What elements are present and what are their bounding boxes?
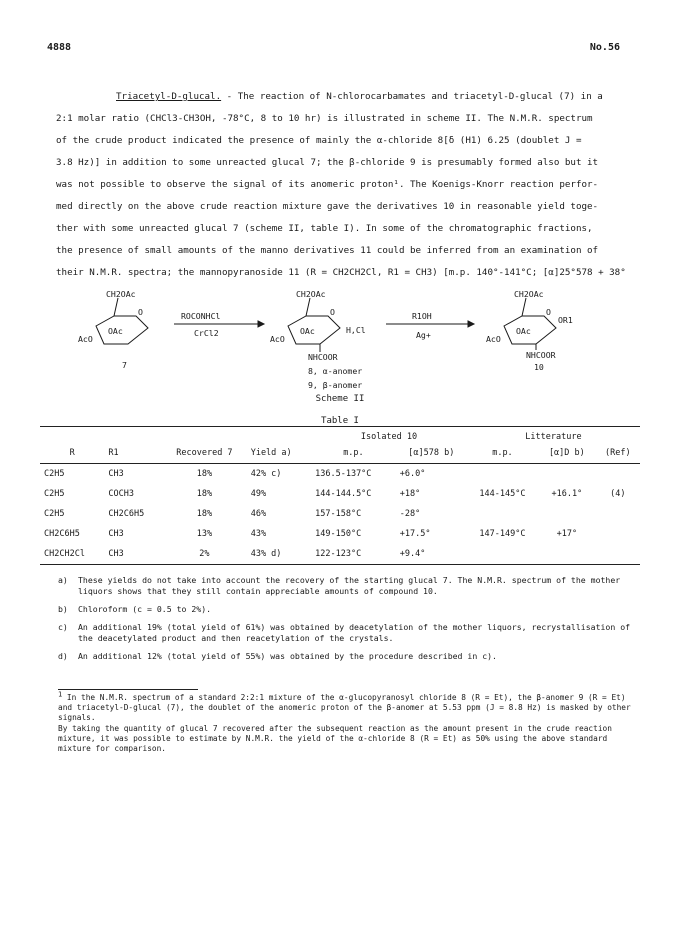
table-note bbox=[58, 651, 632, 662]
oac-label: OAc bbox=[300, 326, 315, 336]
cell-lit-alpha bbox=[538, 504, 596, 524]
cell-lit-alpha: +16.1° bbox=[551, 489, 583, 499]
isolated-group-header: Isolated 10 bbox=[360, 432, 418, 442]
compound-10-label: 10 bbox=[534, 362, 544, 372]
nhcoor-label: NHCOOR bbox=[308, 352, 338, 362]
cell-ref bbox=[596, 504, 640, 524]
body-line: - The reaction of N-chlorocarbamates and triacetyl-D-glucal (7) in a bbox=[226, 91, 603, 102]
body-line: was not possible to observe the signal of its anomeric proton¹. The Koenigs-Knorr reaction perfor- bbox=[56, 179, 599, 190]
table-row bbox=[40, 484, 640, 504]
cell-lit-mp bbox=[467, 464, 538, 485]
table-row bbox=[40, 504, 640, 524]
aco-label: AcO bbox=[270, 334, 285, 344]
scheme-caption: Scheme II bbox=[315, 394, 365, 404]
body-line: med directly on the above crude reaction mixture gave the derivatives 10 in reasonable yield toge- bbox=[56, 201, 599, 212]
hcl-label: H,Cl bbox=[346, 325, 366, 335]
cell-alpha: +18° bbox=[399, 489, 421, 499]
table-row bbox=[40, 464, 640, 485]
note-key: a) bbox=[58, 575, 68, 585]
col-header-recovered: Recovered 7 bbox=[162, 443, 247, 464]
oac-label: OAc bbox=[516, 326, 531, 336]
nhcoor-label: NHCOOR bbox=[526, 350, 556, 360]
cell-alpha: +6.0° bbox=[399, 469, 426, 479]
cell-lit-mp bbox=[467, 504, 538, 524]
footnote bbox=[58, 690, 632, 754]
table-row bbox=[40, 544, 640, 565]
cell-lit-mp: 147-149°C bbox=[479, 529, 526, 539]
body-line: the presence of small amounts of the manno derivatives 11 could be inferred from an examination of bbox=[56, 245, 599, 256]
compound-9-label: 9, β-anomer bbox=[308, 380, 363, 390]
col-header-lit-alpha: [α]D b) bbox=[538, 443, 596, 464]
cell-recovered: 18% bbox=[196, 489, 213, 499]
journal-issue: No.56 bbox=[589, 42, 620, 53]
page-number: 4888 bbox=[47, 42, 72, 53]
compound-8-label: 8, α-anomer bbox=[308, 366, 363, 376]
reaction-arrow-1 bbox=[174, 321, 264, 327]
oac-label: OAc bbox=[108, 326, 123, 336]
reagent-crcl2: CrCl2 bbox=[194, 328, 219, 338]
note-text: An additional 19% (total yield of 61%) was obtained by deacetylation of the mother liquors, recrystallisation of the deacetylated product and then reacetylation of the crystals. bbox=[78, 622, 631, 643]
glucal-structure bbox=[96, 298, 148, 344]
body-line: ther with some unreacted glucal 7 (scheme II, table I). In some of the chromatographic fractions, bbox=[56, 223, 593, 234]
cell-mp: 144-144.5°C bbox=[315, 489, 372, 499]
reagent-carbamate: ROCONHCl bbox=[181, 311, 221, 321]
glycoside-structure bbox=[504, 298, 556, 350]
body-line: their N.M.R. spectra; the mannopyranoside 11 (R = CH2CH2Cl, R1 = CH3) [m.p. 140°-141°C; [α]25°578 + 38° bbox=[56, 267, 626, 278]
cell-ref bbox=[596, 464, 640, 485]
cell-alpha: -28° bbox=[399, 509, 421, 519]
cell-mp: 122-123°C bbox=[311, 544, 396, 565]
cell-recovered: 18% bbox=[196, 469, 213, 479]
col-header-r: R bbox=[40, 443, 104, 464]
cell-ref bbox=[596, 544, 640, 565]
body-paragraph bbox=[56, 86, 628, 284]
compound-7-label: 7 bbox=[122, 360, 127, 370]
cell-ref bbox=[596, 524, 640, 544]
table-caption: Table I bbox=[321, 416, 359, 426]
note-key: c) bbox=[58, 622, 68, 632]
table-note bbox=[58, 604, 632, 615]
table-row bbox=[40, 524, 640, 544]
footnote-divider bbox=[58, 689, 198, 690]
note-text: Chloroform (c = 0.5 to 2%). bbox=[78, 604, 212, 614]
col-header-yield: Yield a) bbox=[247, 443, 311, 464]
ring-oxygen: O bbox=[138, 307, 143, 317]
data-table bbox=[40, 426, 640, 565]
cell-r1: CH3 bbox=[108, 469, 124, 479]
cell-lit-alpha bbox=[538, 544, 596, 565]
section-heading: Triacetyl-D-glucal. bbox=[116, 91, 222, 102]
cell-mp: 157-158°C bbox=[315, 509, 362, 519]
cell-r1: CH3 bbox=[108, 529, 124, 539]
cell-lit-alpha: +17° bbox=[556, 529, 578, 539]
cell-r: C2H5 bbox=[44, 489, 65, 499]
table-note bbox=[58, 622, 632, 644]
cell-alpha: +17.5° bbox=[399, 529, 431, 539]
cell-yield: 42% c) bbox=[250, 469, 282, 479]
cell-yield: 49% bbox=[250, 489, 267, 499]
footnote-marker: 1 bbox=[58, 690, 63, 699]
reagent-silver: Ag+ bbox=[416, 330, 431, 340]
cell-r1: COCH3 bbox=[108, 489, 135, 499]
col-header-mp: m.p. bbox=[311, 443, 396, 464]
aco-label: AcO bbox=[78, 334, 93, 344]
reaction-arrow-2 bbox=[386, 321, 474, 327]
body-line: 2:1 molar ratio (CHCl3-CH3OH, -78°C, 8 to 10 hr) is illustrated in scheme II. The N.M.R. spectrum bbox=[56, 113, 593, 124]
cell-mp: 149-150°C bbox=[315, 529, 362, 539]
footnote-text: In the N.M.R. spectrum of a standard 2:2:1 mixture of the α-glucopyranosyl chloride 8 (R = Et), the β-anomer 9 (R = Et) and triacetyl-D-glucal (7), the doublet of the anomeric proton of the β-anomer at 5.53 ppm (J = 8.8 Hz) is masked by other signals. bbox=[58, 693, 631, 723]
note-key: b) bbox=[58, 604, 68, 614]
cell-r1: CH2C6H5 bbox=[108, 509, 145, 519]
reagent-alcohol: R1OH bbox=[412, 311, 432, 321]
cell-recovered: 13% bbox=[196, 529, 213, 539]
col-header-ref: (Ref) bbox=[596, 443, 640, 464]
cell-ref: (4) bbox=[610, 489, 626, 499]
cell-alpha: +9.4° bbox=[396, 544, 467, 565]
cell-r: CH2C6H5 bbox=[44, 529, 80, 539]
col-header-lit-mp: m.p. bbox=[467, 443, 538, 464]
ring-oxygen: O bbox=[546, 307, 551, 317]
col-header-alpha: [α]578 b) bbox=[396, 443, 467, 464]
ch2oac-label: CH2OAc bbox=[514, 289, 544, 299]
cell-yield: 43% d) bbox=[247, 544, 311, 565]
cell-r: C2H5 bbox=[44, 469, 65, 479]
cell-lit-mp bbox=[467, 544, 538, 565]
body-line: 3.8 Hz)] in addition to some unreacted glucal 7; the β-chloride 9 is presumably formed also but it bbox=[56, 157, 599, 168]
literature-group-header: Litterature bbox=[525, 432, 582, 442]
aco-label: AcO bbox=[486, 334, 501, 344]
reaction-scheme bbox=[56, 288, 628, 406]
table-note bbox=[58, 575, 632, 597]
ring-oxygen: O bbox=[330, 307, 335, 317]
cell-recovered: 18% bbox=[196, 509, 213, 519]
note-text: An additional 12% (total yield of 55%) was obtained by the procedure described in c). bbox=[78, 651, 497, 661]
footnote-text: By taking the quantity of glucal 7 recovered after the subsequent reaction as the amount present in the crude reaction mixture, it was possible to estimate by N.M.R. the yield of the α-chloride 8 (R = Et) as 50% using the above standard mixture for comparison. bbox=[58, 723, 612, 754]
table-notes bbox=[58, 575, 632, 669]
cell-r1: CH3 bbox=[104, 544, 162, 565]
cell-r: C2H5 bbox=[44, 509, 65, 519]
note-key: d) bbox=[58, 651, 68, 661]
cell-r: CH2CH2Cl bbox=[40, 544, 104, 565]
cell-lit-alpha bbox=[538, 464, 596, 485]
cell-lit-mp: 144-145°C bbox=[479, 489, 526, 499]
ch2oac-label: CH2OAc bbox=[296, 289, 326, 299]
cell-recovered: 2% bbox=[162, 544, 247, 565]
cell-mp: 136.5-137°C bbox=[315, 469, 372, 479]
cell-yield: 43% bbox=[250, 529, 267, 539]
or1-label: OR1 bbox=[558, 315, 573, 325]
body-line: of the crude product indicated the presence of mainly the α-chloride 8[δ (H1) 6.25 (doublet J = bbox=[56, 135, 582, 146]
ch2oac-label: CH2OAc bbox=[106, 289, 136, 299]
col-header-r1: R1 bbox=[104, 443, 162, 464]
note-text: These yields do not take into account the recovery of the starting glucal 7. The N.M.R. spectrum of the mother liquors shows that they still contain appreciable amounts of compound 10. bbox=[78, 575, 621, 596]
cell-yield: 46% bbox=[250, 509, 267, 519]
